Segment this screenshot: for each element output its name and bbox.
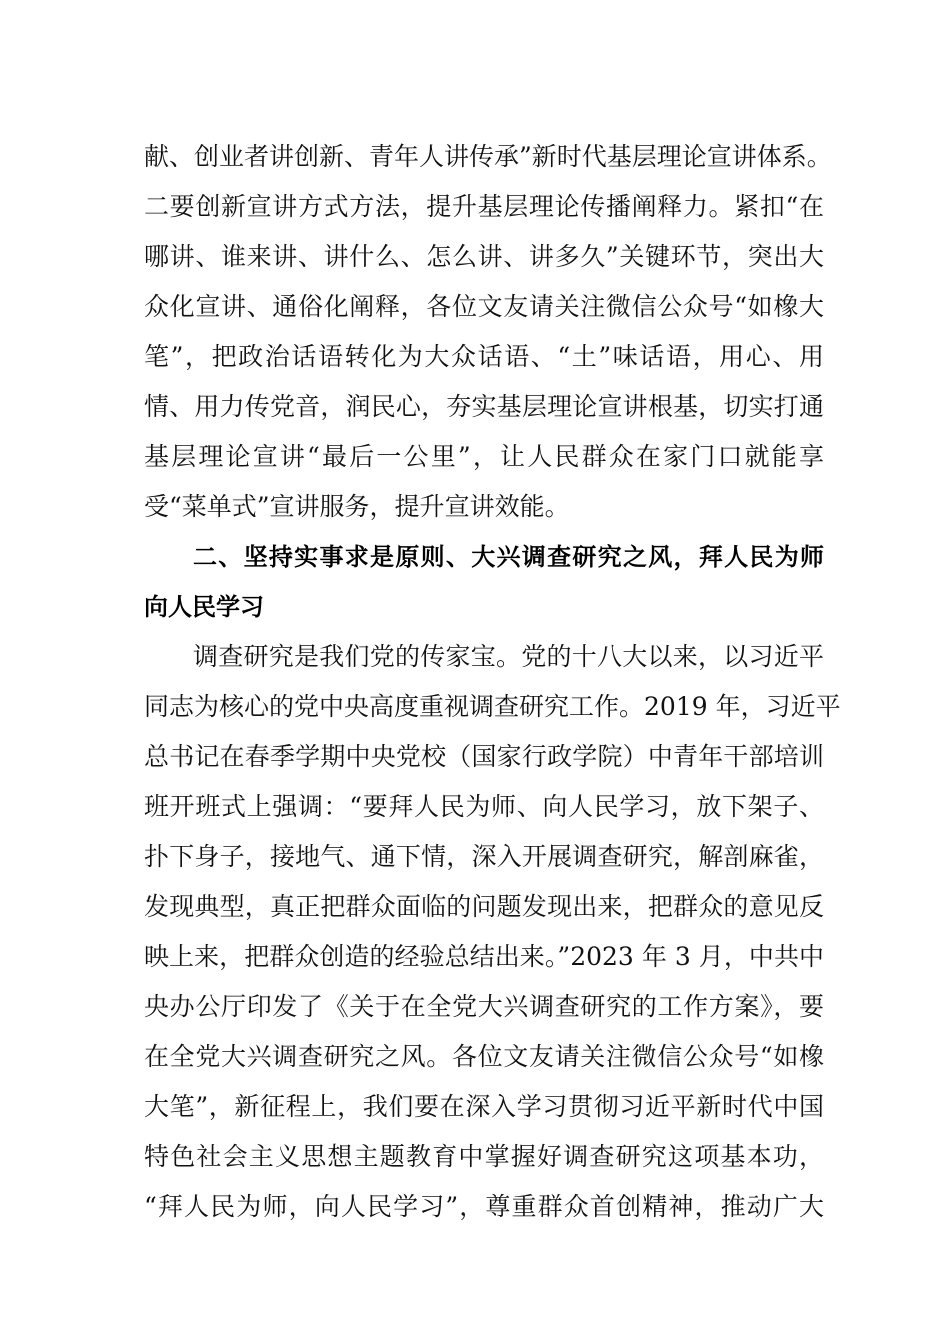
paragraph-line: 受“菜单式”宣讲服务，提升宣讲效能。 (144, 492, 570, 521)
section-heading-line: 二、坚持实事求是原则、大兴调查研究之风，拜人民为师 (193, 543, 824, 571)
paragraph-line: 映上来，把群众创造的经验总结出来。”2023 年 3 月，中共中 (144, 942, 824, 971)
paragraph-line: 哪讲、谁来讲、讲什么、怎么讲、讲多久”关键环节，突出大 (144, 242, 824, 271)
paragraph-line: 特色社会主义思想主题教育中掌握好调查研究这项基本功， (144, 1142, 824, 1171)
paragraph-line: 调查研究是我们党的传家宝。党的十八大以来，以习近平 (193, 642, 824, 671)
paragraph-line: 同志为核心的党中央高度重视调查研究工作。2019 年，习近平 (144, 692, 841, 721)
section-heading-line: 向人民学习 (144, 593, 264, 621)
paragraph-line: 发现典型，真正把群众面临的问题发现出来，把群众的意见反 (144, 892, 824, 921)
paragraph-line: 央办公厅印发了《关于在全党大兴调查研究的工作方案》，要 (144, 992, 824, 1021)
paragraph-line: 笔”，把政治话语转化为大众话语、“土”味话语，用心、用 (144, 342, 824, 371)
paragraph-line: 扑下身子，接地气、通下情，深入开展调查研究，解剖麻雀， (144, 842, 824, 871)
paragraph-line: 二要创新宣讲方式方法，提升基层理论传播阐释力。紧扣“在 (144, 192, 824, 221)
paragraph-line: 在全党大兴调查研究之风。各位文友请关注微信公众号“如橡 (144, 1042, 824, 1071)
paragraph-line: 班开班式上强调：“要拜人民为师、向人民学习，放下架子、 (144, 792, 824, 821)
paragraph-line: 情、用力传党音，润民心，夯实基层理论宣讲根基，切实打通 (144, 392, 824, 421)
paragraph-line: 献、创业者讲创新、青年人讲传承”新时代基层理论宣讲体系。 (144, 142, 832, 171)
paragraph-line: 基层理论宣讲“最后一公里”，让人民群众在家门口就能享 (144, 442, 824, 471)
paragraph-line: 众化宣讲、通俗化阐释，各位文友请关注微信公众号“如橡大 (144, 292, 824, 321)
paragraph-line: “拜人民为师，向人民学习”，尊重群众首创精神，推动广大 (144, 1192, 824, 1221)
paragraph-line: 大笔”，新征程上，我们要在深入学习贯彻习近平新时代中国 (144, 1092, 824, 1121)
paragraph-line: 总书记在春季学期中央党校（国家行政学院）中青年干部培训 (144, 742, 824, 771)
